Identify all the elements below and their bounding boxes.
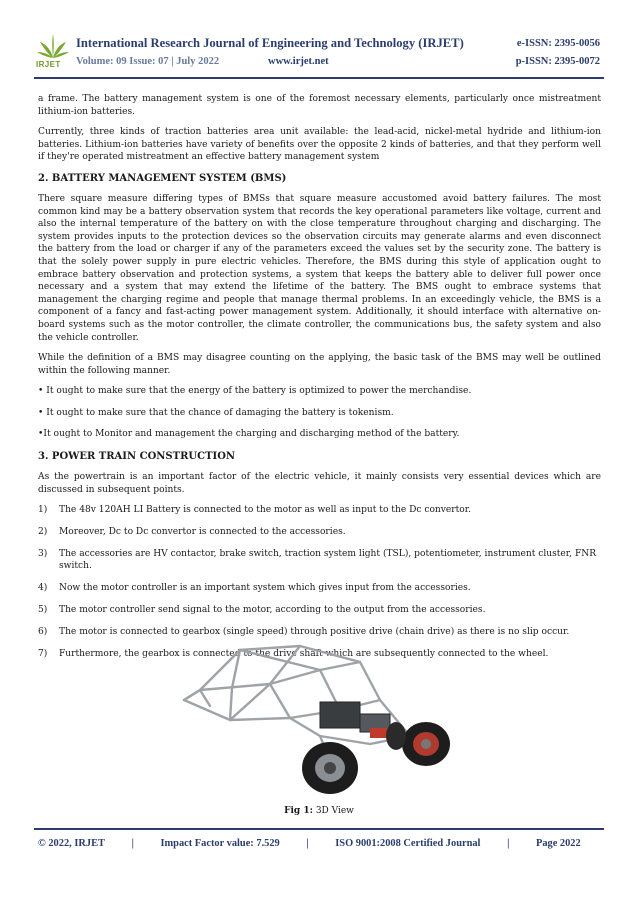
list-number: 6)	[38, 626, 48, 637]
copyright: © 2022, IRJET	[38, 838, 105, 849]
list-text: The 48v 120AH LI Battery is connected to the motor as well as input to the Dc convertor.	[59, 505, 472, 516]
list-item	[38, 504, 601, 517]
bullet-item: • It ought to make sure that the energy of the battery is optimized to power the merchandise.	[38, 386, 472, 397]
page-footer	[38, 838, 601, 849]
list-item	[38, 548, 601, 573]
article-body	[38, 93, 601, 669]
numbered-list	[38, 504, 601, 660]
section-heading-power-train: 3. POWER TRAIN CONSTRUCTION	[38, 451, 236, 463]
caption-label: Fig 1:	[284, 806, 313, 816]
paragraph: Currently, three kinds of traction batteries area unit available: the lead-acid, nickel-metal hydride and lithium-ion batteries. Lithium-ion batteries have variety of benefits over the opposite 2 kinds of batteries, and that they perform well if they're operated mistreatment an effective battery management system	[38, 127, 601, 163]
list-item	[38, 582, 601, 595]
irjet-logo-icon	[34, 32, 72, 76]
list-number: 7)	[38, 648, 48, 659]
list-text: The motor is connected to gearbox (single speed) through positive drive (chain drive) as there is no slip occur.	[59, 626, 570, 637]
footer-separator: |	[507, 838, 510, 849]
list-number: 1)	[38, 505, 48, 516]
p-issn: p-ISSN: 2395-0072	[515, 56, 600, 67]
list-item	[38, 526, 601, 539]
list-text: Moreover, Dc to Dc convertor is connected to the accessories.	[59, 527, 346, 538]
paragraph: a frame. The battery management system is one of the foremost necessary elements, particularly once mistreatment lithium-ion batteries.	[38, 94, 601, 117]
caption-text: 3D View	[312, 806, 354, 816]
paragraph: As the powertrain is an important factor of the electric vehicle, it mainly consists very essential devices which are discussed in subsequent points.	[38, 472, 601, 495]
page-number: Page 2022	[535, 838, 581, 849]
paragraph: While the definition of a BMS may disagree counting on the applying, the basic task of the BMS may well be outlined within the following manner.	[38, 353, 601, 376]
section-heading-bms: 2. BATTERY MANAGEMENT SYSTEM (BMS)	[38, 172, 287, 184]
iso-certification: ISO 9001:2008 Certified Journal	[335, 838, 481, 849]
list-item	[38, 626, 601, 639]
bullet-item: •It ought to Monitor and management the charging and discharging method of the battery.	[38, 429, 460, 440]
list-text: Furthermore, the gearbox is connected to the drive shaft which are subsequently connected to the wheel.	[59, 648, 549, 659]
bullet-item: • It ought to make sure that the chance of damaging the battery is tokenism.	[38, 407, 394, 418]
e-issn: e-ISSN: 2395-0056	[516, 38, 600, 49]
footer-divider	[34, 828, 604, 830]
list-text: Now the motor controller is an important system which gives input from the accessories.	[59, 583, 471, 594]
volume-issue: Volume: 09 Issue: 07 | July 2022	[76, 56, 220, 67]
header-divider	[34, 77, 604, 79]
list-number: 3)	[38, 548, 48, 559]
journal-title: International Research Journal of Engineering and Technology (IRJET)	[76, 36, 464, 50]
page-header	[34, 30, 604, 76]
vehicle-3d-view-figure	[170, 640, 470, 800]
list-number: 5)	[38, 604, 48, 615]
rear-wheel	[402, 722, 450, 766]
website-link[interactable]: www.irjet.net	[268, 56, 329, 67]
list-text: The accessories are HV contactor, brake switch, traction system light (TSL), potentiometer, instrument cluster, FNR switch.	[59, 548, 597, 572]
footer-separator: |	[131, 838, 134, 849]
footer-separator: |	[306, 838, 309, 849]
front-wheel	[302, 742, 358, 794]
list-text: The motor controller send signal to the motor, according to the output from the accessories.	[59, 604, 486, 615]
impact-factor: Impact Factor value: 7.529	[160, 838, 280, 849]
paragraph: There square measure differing types of BMSs that square measure accustomed avoid battery failures. The most common kind may be a battery observation system that records the key operational parameters like voltage, current and also the internal temperature of the battery on with the close temperature throughout charging and discharging. The system provides inputs to the protection devices so the observation circuits may generate alarms and even disconnect the battery from the load or charger if any of the parameters exceed the values set by the security zone. The battery is that the solely power supply in pure electric vehicles. Therefore, the BMS during this style of application ought to embrace battery observation and protection systems, a system that keeps the battery able to deliver full power once necessary and a system that may extend the lifetime of the battery. The BMS ought to embrace systems that management the charging regime and people that manage thermal problems. In an exceedingly vehicle, the BMS is a component of a fancy and fast-acting power management system. Additionally, it should interface with alternative on-board systems such as the motor controller, the climate controller, the communications bus, the safety system and also the vehicle controller.	[38, 193, 601, 343]
list-number: 2)	[38, 527, 48, 538]
figure-caption	[0, 806, 638, 816]
list-item	[38, 604, 601, 617]
logo-text: IRJET	[36, 60, 61, 69]
list-number: 4)	[38, 583, 48, 594]
